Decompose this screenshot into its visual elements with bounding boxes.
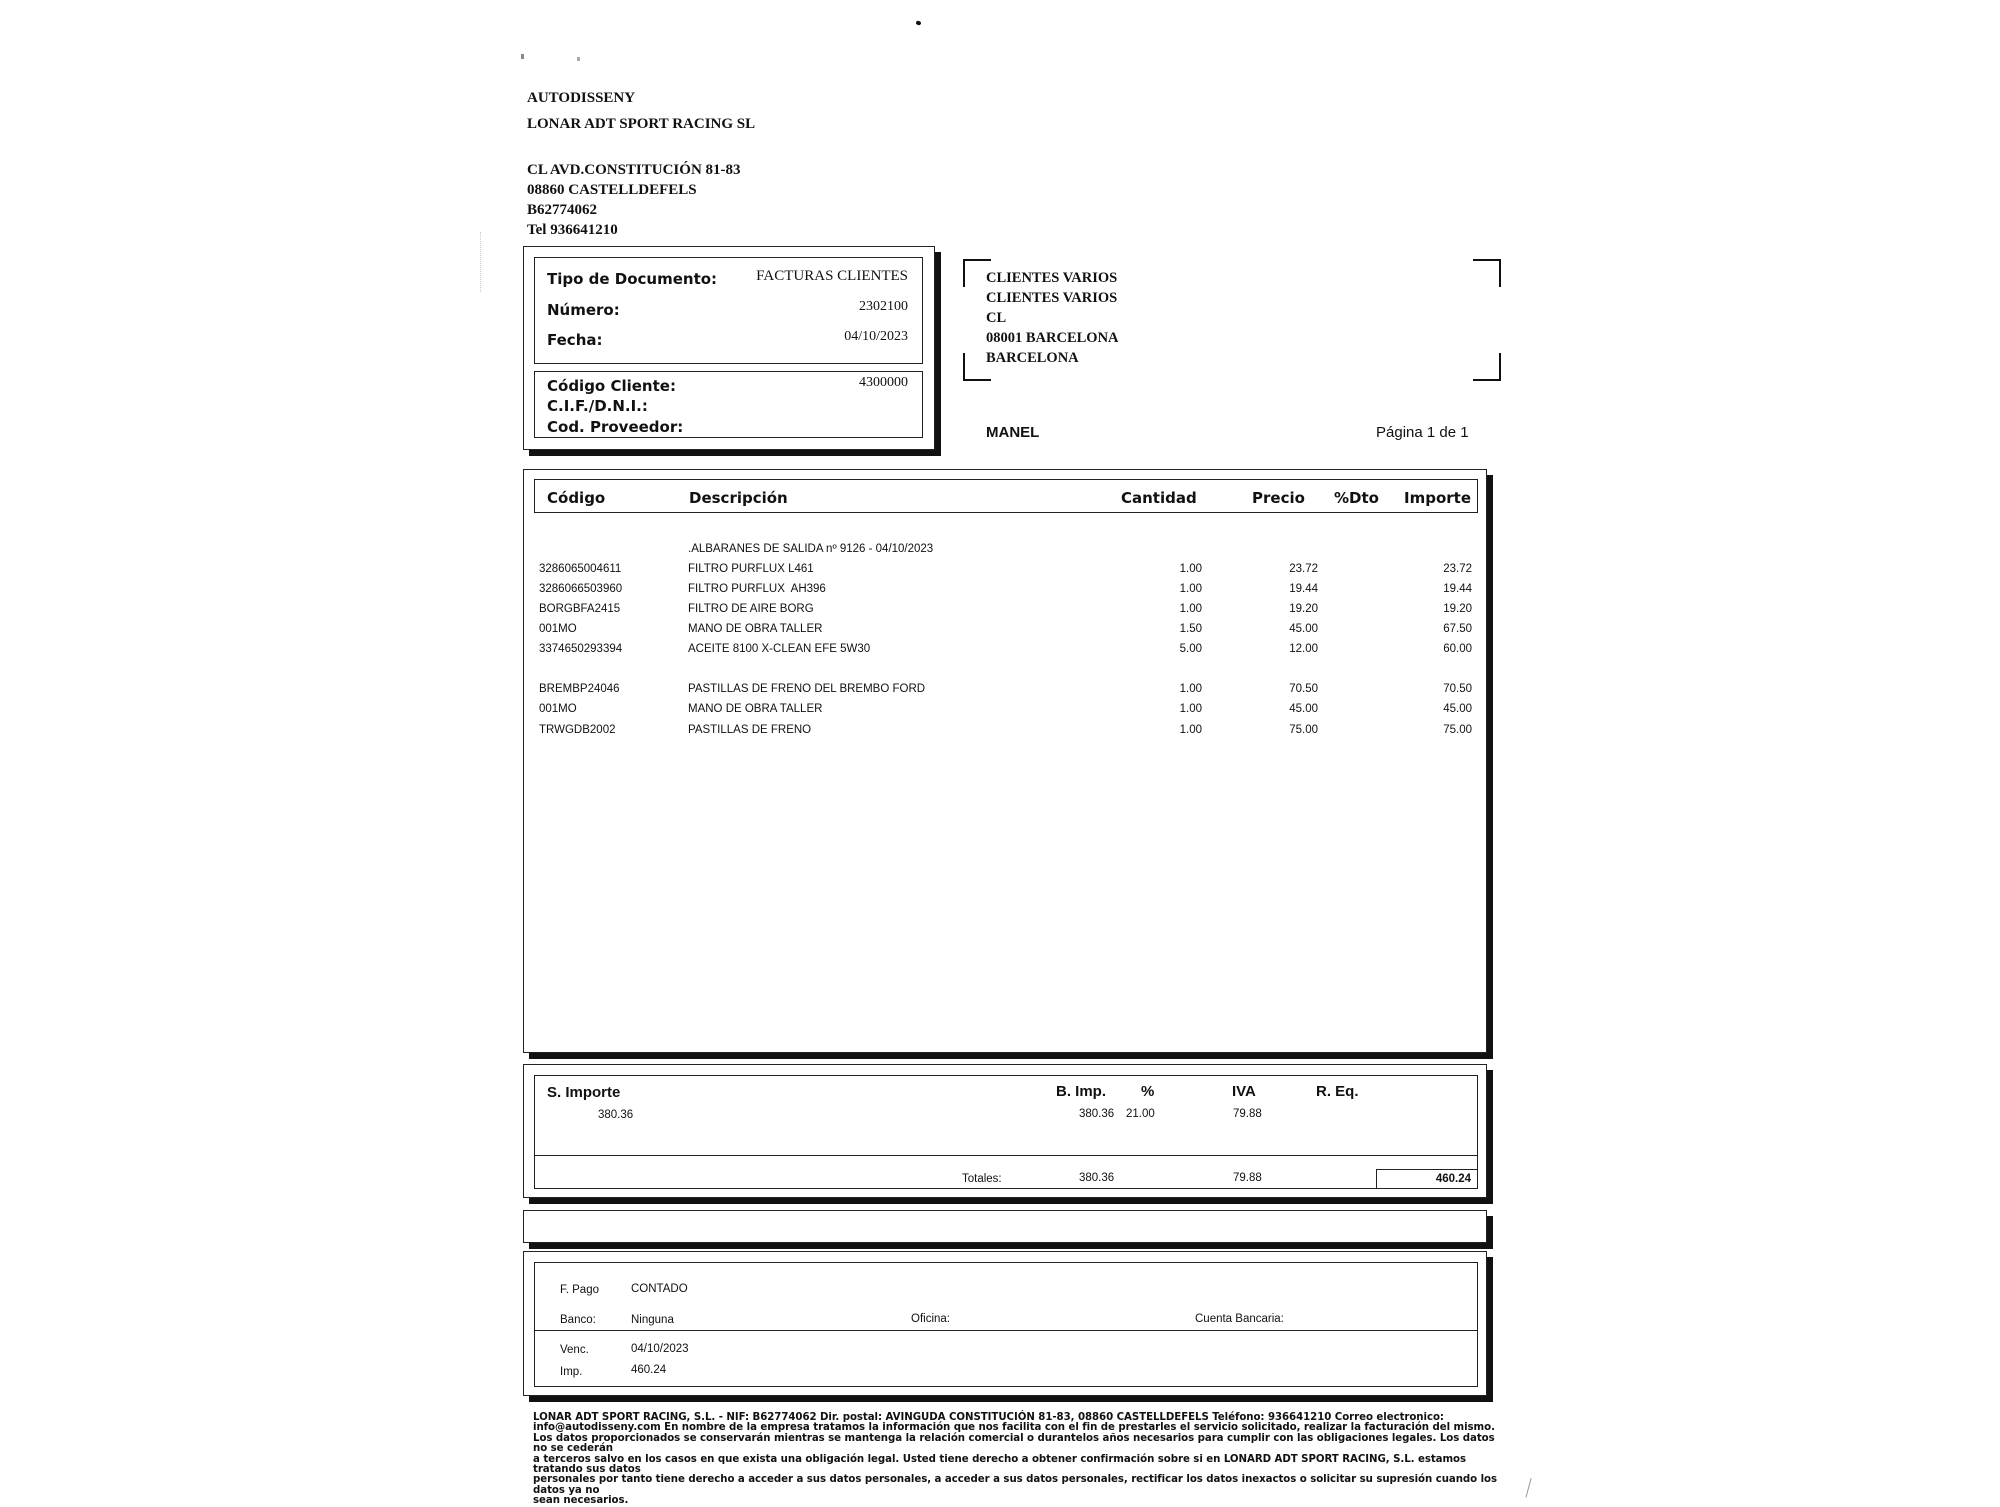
company-legal-name: LONAR ADT SPORT RACING SL xyxy=(527,116,756,132)
bracket-top-right xyxy=(1473,259,1501,287)
doc-number-value: 2302100 xyxy=(859,299,908,314)
due-value: 04/10/2023 xyxy=(631,1343,689,1355)
cell-code: TRWGDB2002 xyxy=(539,724,616,736)
table-row xyxy=(524,703,1486,723)
cell-description: MANO DE OBRA TALLER xyxy=(688,703,823,715)
page-indicator: Página 1 de 1 xyxy=(1376,424,1469,441)
grand-total-value: 460.24 xyxy=(1435,1173,1471,1185)
cell-code: 3286065004611 xyxy=(539,563,622,575)
payment-inner xyxy=(534,1262,1478,1387)
subtotal-label: S. Importe xyxy=(547,1084,621,1101)
empty-notes-box xyxy=(523,1210,1487,1243)
account-label: Cuenta Bancaria: xyxy=(1195,1313,1284,1325)
base-value: 380.36 xyxy=(1079,1108,1115,1120)
cell-quantity: 5.00 xyxy=(1179,643,1202,655)
footer-line: Los datos proporcionados se conservarán mientras se mantenga la relación comercial o durantelos años necesarios para cumplir con las obligaciones legales. Los datos no se cederán xyxy=(533,1432,1495,1455)
supplier-code-label: Cod. Proveedor: xyxy=(547,418,684,436)
document-info-inner xyxy=(534,257,923,364)
client-line: CL xyxy=(986,310,1007,326)
cell-amount: 67.50 xyxy=(1443,623,1472,635)
cell-amount: 19.44 xyxy=(1443,583,1472,595)
cell-description: ACEITE 8100 X-CLEAN EFE 5W30 xyxy=(688,643,871,655)
scan-dots xyxy=(480,232,485,292)
cell-amount: 75.00 xyxy=(1443,724,1472,736)
scan-speck xyxy=(915,20,921,26)
cell-amount: 45.00 xyxy=(1443,703,1472,715)
bracket-bottom-right xyxy=(1473,353,1501,381)
cell-description: FILTRO DE AIRE BORG xyxy=(688,603,814,615)
vat-value: 79.88 xyxy=(1233,1108,1262,1120)
footer-line: sean necesarios. xyxy=(533,1495,629,1507)
items-table-box xyxy=(523,469,1487,1053)
cif-label: C.I.F./D.N.I.: xyxy=(547,397,648,415)
company-phone: Tel 936641210 xyxy=(527,222,618,238)
doc-type-label: Tipo de Documento: xyxy=(547,270,718,288)
cell-description: PASTILLAS DE FRENO DEL BREMBO FORD xyxy=(688,683,926,695)
items-body xyxy=(524,563,1486,736)
cell-quantity: 1.00 xyxy=(1179,563,1202,575)
company-city: 08860 CASTELLDEFELS xyxy=(527,182,697,198)
cell-amount: 70.50 xyxy=(1443,683,1472,695)
cell-price: 19.20 xyxy=(1289,603,1318,615)
cell-description: PASTILLAS DE FRENO xyxy=(688,724,812,736)
totals-inner xyxy=(534,1075,1478,1189)
cell-quantity: 1.00 xyxy=(1179,583,1202,595)
cell-price: 12.00 xyxy=(1289,643,1318,655)
client-code-inner xyxy=(534,371,923,438)
table-row xyxy=(524,603,1486,623)
footer-line: LONAR ADT SPORT RACING, S.L. - NIF: B62774062 Dir. postal: AVINGUDA CONSTITUCIÓN 81-83, 08860 CASTELLDEFELS Teléfono: 936641210 Correo electronico: xyxy=(533,1412,1444,1423)
cell-code: BREMBP24046 xyxy=(539,683,620,695)
doc-type-value: FACTURAS CLIENTES xyxy=(756,268,908,284)
pct-value: 21.00 xyxy=(1126,1108,1155,1120)
company-name: AUTODISSENY xyxy=(527,90,636,106)
pct-label: % xyxy=(1141,1083,1155,1100)
payment-box xyxy=(523,1251,1487,1396)
client-code-label: Código Cliente: xyxy=(547,377,676,395)
cell-price: 19.44 xyxy=(1289,583,1318,595)
amount-value: 460.24 xyxy=(631,1364,667,1376)
cell-quantity: 1.00 xyxy=(1179,703,1202,715)
cell-description: FILTRO PURFLUX L461 xyxy=(688,563,814,575)
footer-line: a terceros salvo en los casos en que exista una obligación legal. Usted tiene derecho a obtener confirmación sobre si en LONARD ADT SPORT RACING, S.L. estamos tratando sus datos xyxy=(533,1453,1467,1476)
totals-label: Totales: xyxy=(962,1173,1002,1185)
cell-code: BORGBFA2415 xyxy=(539,603,621,615)
table-row xyxy=(524,623,1486,643)
totals-box xyxy=(523,1064,1487,1198)
scan-speck xyxy=(521,54,524,59)
client-line: CLIENTES VARIOS xyxy=(986,270,1118,286)
amount-label: Imp. xyxy=(560,1366,583,1378)
cell-amount: 19.20 xyxy=(1443,603,1472,615)
header-quantity: Cantidad xyxy=(1121,489,1197,507)
document-info-box xyxy=(523,246,935,450)
doc-date-value: 04/10/2023 xyxy=(844,329,908,344)
cell-code: 3286066503960 xyxy=(539,583,623,595)
table-row xyxy=(524,643,1486,663)
cell-price: 45.00 xyxy=(1289,623,1318,635)
scan-speck xyxy=(577,57,580,61)
bank-label: Banco: xyxy=(560,1314,596,1326)
payment-method-label: F. Pago xyxy=(560,1284,599,1296)
items-table-header xyxy=(534,479,1478,513)
footer-line: info@autodisseny.com En nombre de la empresa tratamos la información que nos facilita con el fin de prestarles el servicio solicitado, realizar la facturación del mismo. xyxy=(533,1422,1495,1434)
client-line: BARCELONA xyxy=(986,350,1079,366)
header-amount: Importe xyxy=(1404,489,1471,507)
header-code: Código xyxy=(547,489,606,507)
client-code-value: 4300000 xyxy=(859,375,908,390)
payment-method-value: CONTADO xyxy=(631,1283,688,1295)
table-row xyxy=(524,563,1486,583)
cell-price: 45.00 xyxy=(1289,703,1318,715)
req-label: R. Eq. xyxy=(1316,1083,1359,1100)
cell-quantity: 1.50 xyxy=(1179,623,1202,635)
payment-divider xyxy=(535,1330,1477,1331)
cell-code: 001MO xyxy=(539,623,577,635)
agent-name: MANEL xyxy=(986,424,1040,441)
footer-line: personales por tanto tiene derecho a acceder a sus datos personales, a acceder a sus datos personales, rectificar los datos inexactos o solicitar su supresión cuando los datos ya no xyxy=(533,1474,1498,1496)
client-line: CLIENTES VARIOS xyxy=(986,290,1118,306)
cell-quantity: 1.00 xyxy=(1179,603,1202,615)
cell-description: MANO DE OBRA TALLER xyxy=(688,623,823,635)
header-discount: %Dto xyxy=(1334,489,1379,507)
scan-mark xyxy=(1525,1478,1532,1498)
table-row xyxy=(524,683,1486,703)
cell-price: 75.00 xyxy=(1289,724,1318,736)
cell-code: 3374650293394 xyxy=(539,643,623,655)
client-line: 08001 BARCELONA xyxy=(986,330,1119,346)
header-description: Descripción xyxy=(689,489,788,507)
cell-price: 23.72 xyxy=(1289,563,1318,575)
cell-code: 001MO xyxy=(539,703,577,715)
bank-value: Ninguna xyxy=(631,1314,674,1326)
totals-base: 380.36 xyxy=(1079,1172,1115,1184)
company-nif: B62774062 xyxy=(527,202,598,218)
cell-price: 70.50 xyxy=(1289,683,1318,695)
totals-divider xyxy=(535,1155,1477,1156)
office-label: Oficina: xyxy=(911,1313,950,1325)
header-price: Precio xyxy=(1252,489,1305,507)
cell-amount: 23.72 xyxy=(1443,563,1472,575)
due-label: Venc. xyxy=(560,1344,589,1356)
grand-total-cell xyxy=(1376,1169,1478,1189)
doc-number-label: Número: xyxy=(547,301,620,319)
company-header xyxy=(527,88,755,240)
table-row xyxy=(524,724,1486,744)
cell-quantity: 1.00 xyxy=(1179,683,1202,695)
subtotal-value: 380.36 xyxy=(598,1109,634,1121)
client-address xyxy=(986,268,1119,368)
vat-label: IVA xyxy=(1232,1083,1256,1100)
cell-amount: 60.00 xyxy=(1443,643,1472,655)
section-title: .ALBARANES DE SALIDA nº 9126 - 04/10/2023 xyxy=(688,543,934,555)
cell-quantity: 1.00 xyxy=(1179,724,1202,736)
company-address: CL AVD.CONSTITUCIÓN 81-83 xyxy=(527,162,741,178)
doc-date-label: Fecha: xyxy=(547,331,603,349)
totals-vat: 79.88 xyxy=(1233,1172,1262,1184)
base-label: B. Imp. xyxy=(1056,1083,1107,1100)
table-row xyxy=(524,583,1486,603)
legal-footer xyxy=(533,1413,1503,1507)
cell-description: FILTRO PURFLUX AH396 xyxy=(688,583,826,595)
